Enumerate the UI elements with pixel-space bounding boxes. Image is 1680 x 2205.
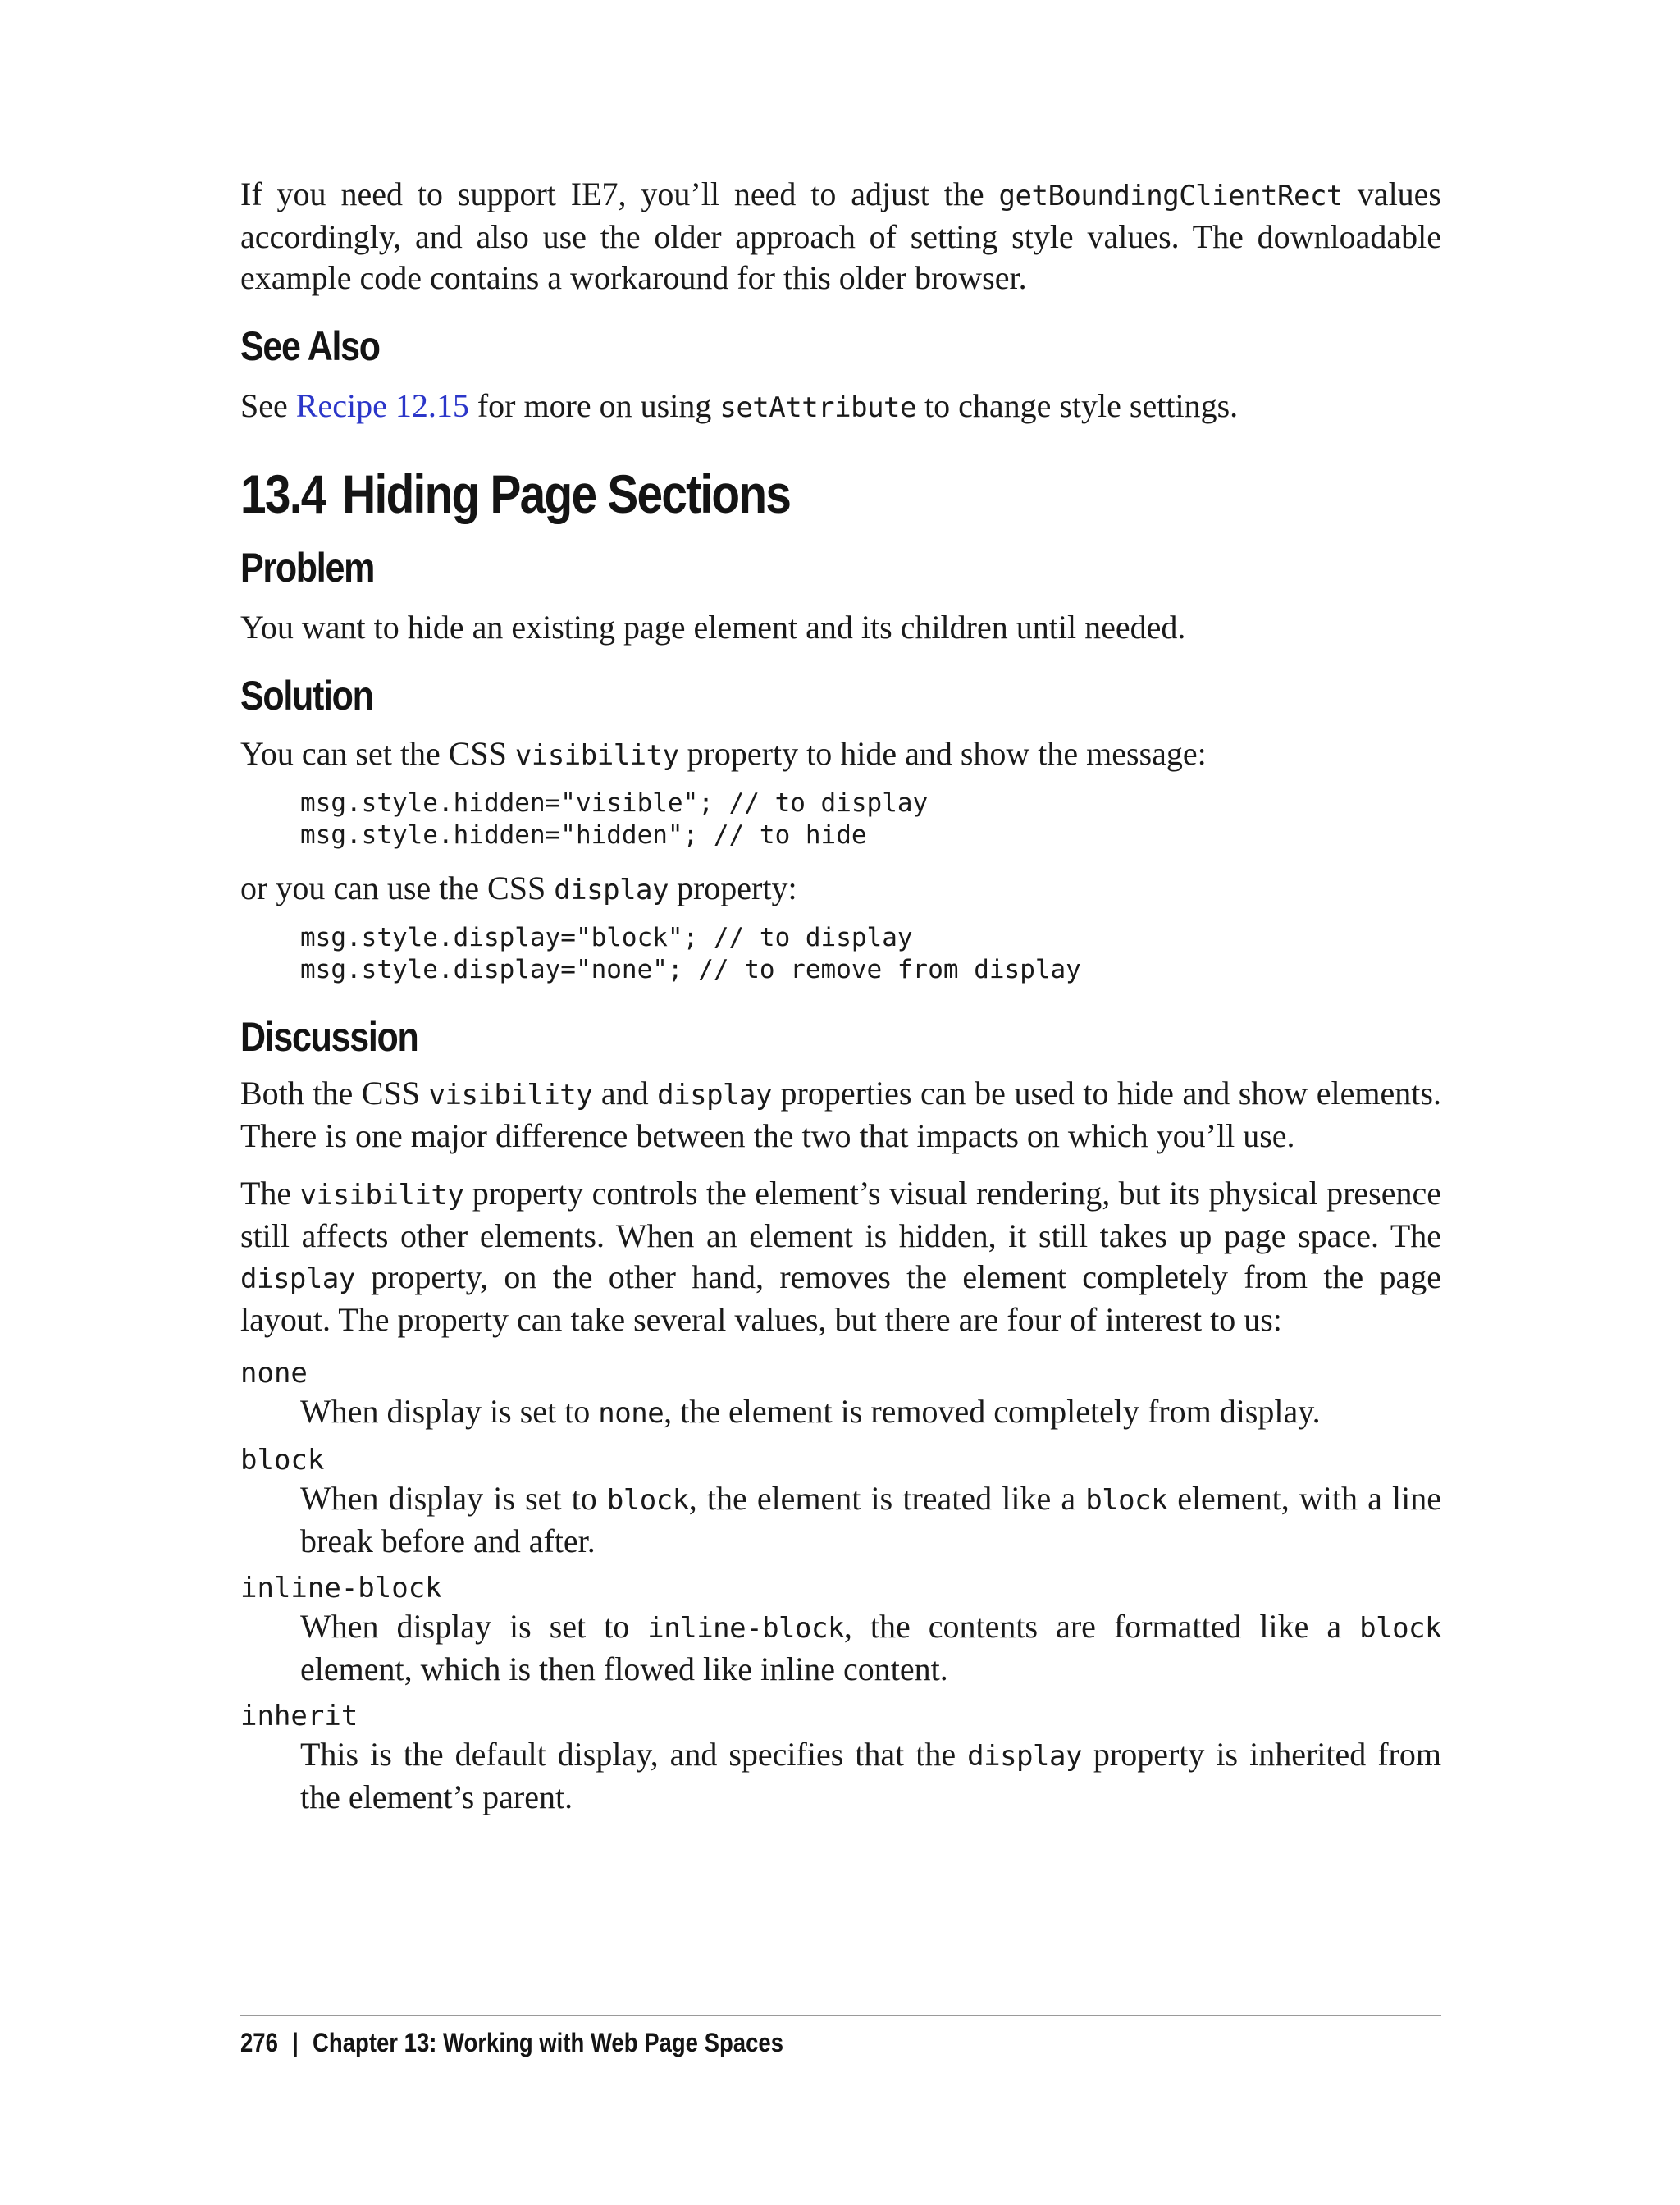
solution-paragraph-1: You can set the CSS visibility property to hide and show the message: xyxy=(240,735,1207,772)
inline-code: setAttribute xyxy=(719,391,916,424)
inline-code: inline-block xyxy=(647,1612,844,1645)
footer-divider xyxy=(240,2015,1441,2016)
inline-code: block xyxy=(1359,1612,1441,1645)
definition-block: When display is set to block, the element is treated like a block element, with a line break before and after. xyxy=(300,1480,1441,1559)
section-title xyxy=(240,461,1273,527)
page-content xyxy=(240,174,1441,1818)
problem-paragraph: You want to hide an existing page element and its children until needed. xyxy=(240,609,1186,646)
inline-code: visibility xyxy=(428,1079,593,1112)
term-inline-block: inline-block xyxy=(240,1572,442,1605)
chapter-title: Chapter 13: Working with Web Page Spaces xyxy=(313,2028,783,2057)
recipe-link[interactable]: Recipe 12.15 xyxy=(295,387,469,424)
discussion-heading: Discussion xyxy=(240,1014,418,1060)
inline-code: none xyxy=(598,1397,664,1430)
inline-code: block xyxy=(606,1484,689,1517)
page-footer xyxy=(240,2028,783,2058)
code-block-display: msg.style.display="block"; // to display msg.style.display="none"; // to remove from display xyxy=(300,923,1081,984)
inline-code: visibility xyxy=(514,739,679,772)
problem-heading: Problem xyxy=(240,545,375,591)
inline-code: getBoundingClientRect xyxy=(998,180,1343,212)
definition-inline-block: When display is set to inline-block, the contents are formatted like a block element, which is then flowed like inline content. xyxy=(300,1608,1441,1687)
term-block: block xyxy=(240,1444,325,1477)
see-also-paragraph: See Recipe 12.15 for more on using setAttribute to change style settings. xyxy=(240,387,1239,424)
inline-code: block xyxy=(1085,1484,1168,1517)
inline-code: visibility xyxy=(299,1179,464,1212)
solution-heading: Solution xyxy=(240,673,373,719)
intro-paragraph: If you need to support IE7, you’ll need to adjust the getBoundingClientRect values accordingly, and also use the older approach of setting style values. The downloadable example code contains a workaround for this older browser. xyxy=(240,176,1441,296)
inline-code: display xyxy=(554,874,669,906)
display-values-list xyxy=(240,1355,1441,1818)
code-block-visibility: msg.style.hidden="visible"; // to display msg.style.hidden="hidden"; // to hide xyxy=(300,788,929,850)
solution-paragraph-2: or you can use the CSS display property: xyxy=(240,870,797,906)
section-number: 13.4 xyxy=(240,463,326,524)
see-also-heading: See Also xyxy=(240,323,380,369)
term-inherit: inherit xyxy=(240,1700,358,1732)
inline-code: display xyxy=(240,1262,355,1295)
section-title-text: Hiding Page Sections xyxy=(342,463,791,524)
discussion-paragraph-2: The visibility property controls the element’s visual rendering, but its physical presence still affects other elements. When an element is hidden, it still takes up page space. The display property, on the other hand, removes the element completely from the page layout. The property can take several values, but there are four of interest to us: xyxy=(240,1175,1442,1338)
definition-inherit: This is the default display, and specifies that the display property is inherited from the element’s parent. xyxy=(300,1736,1441,1815)
inline-code: display xyxy=(657,1079,772,1112)
term-none: none xyxy=(240,1357,308,1390)
page-number: 276 xyxy=(240,2028,278,2057)
footer-separator: | xyxy=(292,2028,299,2057)
discussion-paragraph-1: Both the CSS visibility and display properties can be used to hide and show elements. There is one major difference between the two that impacts on which you’ll use. xyxy=(240,1075,1441,1154)
definition-none: When display is set to none, the element is removed completely from display. xyxy=(300,1393,1321,1430)
inline-code: display xyxy=(967,1740,1082,1773)
